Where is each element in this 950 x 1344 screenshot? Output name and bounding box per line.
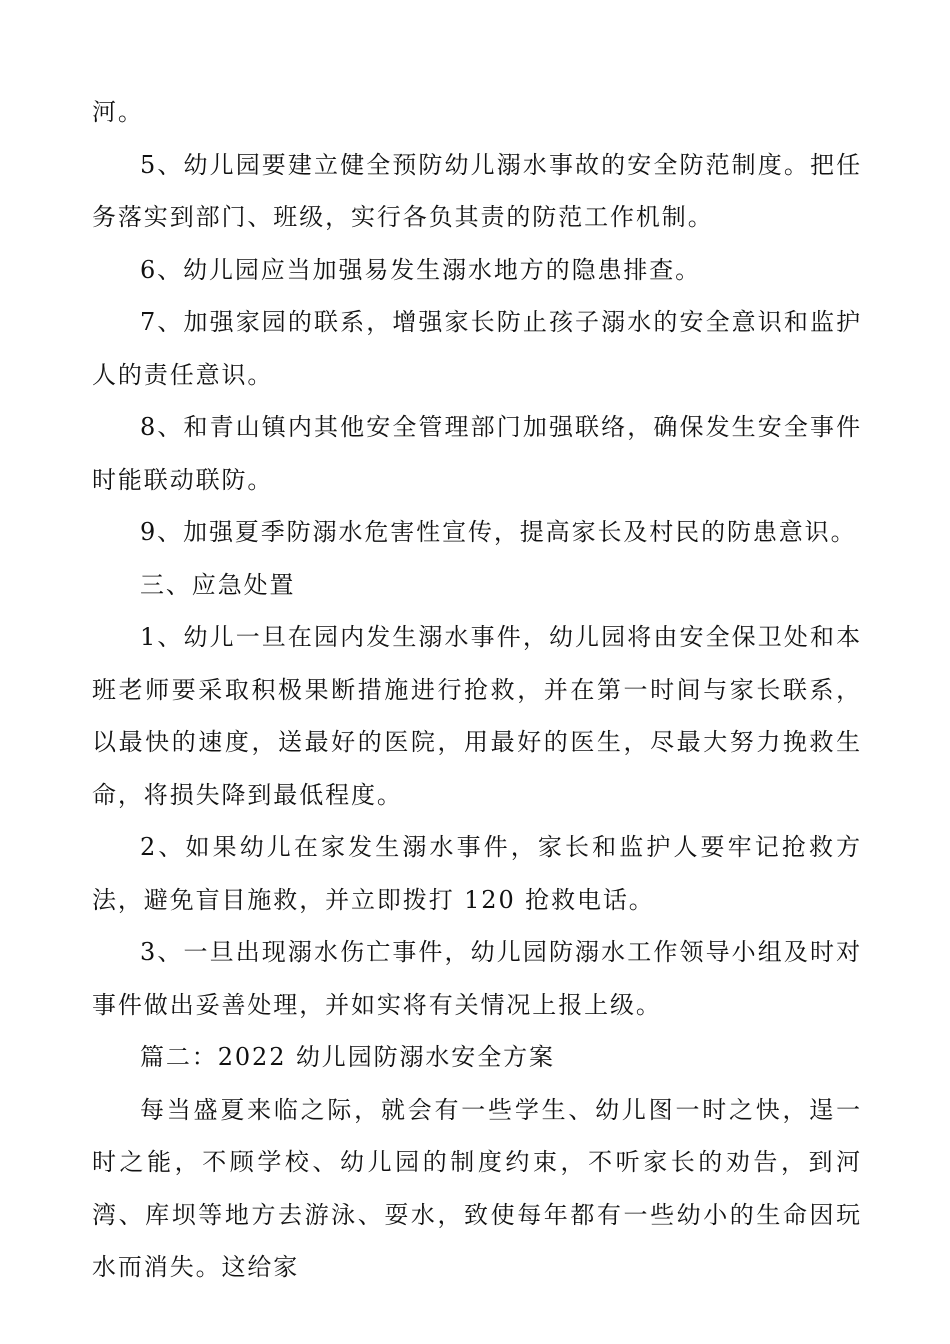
paragraph-continuation: 河。 <box>92 98 144 126</box>
paragraph-item-5: 5、幼儿园要建立健全预防幼儿溺水事故的安全防范制度。把任务落实到部门、班级，实行各负其责的防范工作机制。 <box>92 150 862 231</box>
paragraph-emergency-2: 2、如果幼儿在家发生溺水事件，家长和监护人要牢记抢救方法，避免盲目施救，并立即拨打 120 抢救电话。 <box>92 833 862 914</box>
section-heading-emergency: 三、应急处置 <box>140 570 296 599</box>
document-body <box>92 86 862 1294</box>
paragraph-emergency-1: 1、幼儿一旦在园内发生溺水事件，幼儿园将由安全保卫处和本班老师要采取积极果断措施进行抢救，并在第一时间与家长联系，以最快的速度，送最好的医院，用最好的医生，尽最大努力挽救生命，将损失降到最低程度。 <box>92 623 862 809</box>
paragraph-item-6: 6、幼儿园应当加强易发生溺水地方的隐患排查。 <box>140 255 702 284</box>
paragraph-item-9: 9、加强夏季防溺水危害性宣传，提高家长及村民的防患意识。 <box>140 518 857 546</box>
paragraph-emergency-3: 3、一旦出现溺水伤亡事件，幼儿园防溺水工作领导小组及时对事件做出妥善处理，并如实将有关情况上报上级。 <box>92 938 862 1019</box>
chapter-heading-part-two: 篇二：2022 幼儿园防溺水安全方案 <box>140 1043 555 1071</box>
paragraph-item-8: 8、和青山镇内其他安全管理部门加强联络，确保发生安全事件时能联动联防。 <box>92 413 862 494</box>
paragraph-intro: 每当盛夏来临之际，就会有一些学生、幼儿图一时之快，逞一时之能，不顾学校、幼儿园的制度约束，不听家长的劝告，到河湾、库坝等地方去游泳、耍水，致使每年都有一些幼小的生命因玩水而消失。这给家 <box>92 1095 862 1281</box>
paragraph-item-7: 7、加强家园的联系，增强家长防止孩子溺水的安全意识和监护人的责任意识。 <box>92 308 862 389</box>
